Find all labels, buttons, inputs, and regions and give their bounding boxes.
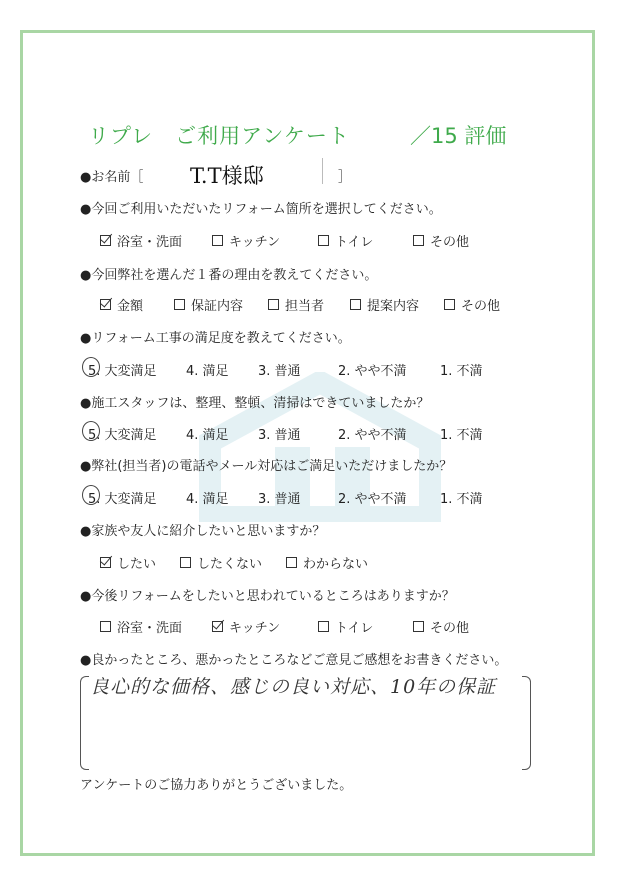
comment-answer[interactable]: 良心的な価格、感じの良い対応、10年の保証	[90, 676, 497, 698]
selected-circle	[82, 357, 100, 377]
question-8: ●良かったところ、悪かったところなどご意見ご感想をお書きください。	[80, 653, 508, 668]
checkbox[interactable]	[350, 299, 361, 310]
question-6: ●家族や友人に紹介したいと思いますか？	[80, 524, 326, 539]
thanks-message: アンケートのご協力ありがとうございました。	[80, 778, 353, 793]
checkbox[interactable]	[180, 557, 191, 568]
q4-option-5[interactable]: 5. 大変満足	[88, 424, 157, 443]
question-3: ●リフォーム工事の満足度を教えてください。	[80, 331, 351, 346]
checkbox[interactable]	[174, 299, 185, 310]
q3-option-5[interactable]: 5. 大変満足	[88, 360, 157, 379]
checkbox[interactable]	[318, 235, 329, 246]
checkbox[interactable]	[444, 299, 455, 310]
checkbox[interactable]	[268, 299, 279, 310]
comment-bracket-left	[80, 676, 89, 770]
q7-option-other[interactable]: その他	[413, 617, 469, 636]
q5-option-1[interactable]: 1. 不満	[440, 492, 483, 507]
score-label: ／15 評価	[410, 124, 507, 148]
q1-option-toilet[interactable]: トイレ	[318, 231, 373, 250]
q5-option-2[interactable]: 2. やや不満	[338, 492, 407, 507]
checkbox-checked[interactable]	[212, 621, 223, 632]
name-divider	[322, 158, 323, 184]
checkbox[interactable]	[100, 621, 111, 632]
q1-option-bath[interactable]: 浴室・洗面	[100, 231, 182, 250]
question-5: ●弊社(担当者)の電話やメール対応はご満足いただけましたか？	[80, 459, 453, 474]
checkbox-checked[interactable]	[100, 557, 111, 568]
question-7: ●今後リフォームをしたいと思われているところはありますか？	[80, 589, 455, 604]
selected-circle	[82, 421, 100, 441]
q7-option-kitchen[interactable]: キッチン	[212, 617, 280, 636]
question-4: ●施工スタッフは、整理、整頓、清掃はできていましたか？	[80, 396, 430, 411]
q5-option-3[interactable]: 3. 普通	[258, 492, 301, 507]
q5-option-4[interactable]: 4. 満足	[186, 492, 229, 507]
q4-option-3[interactable]: 3. 普通	[258, 428, 301, 443]
q7-option-bath[interactable]: 浴室・洗面	[100, 617, 182, 636]
q6-option-yes[interactable]: したい	[100, 553, 156, 572]
q6-option-unsure[interactable]: わからない	[286, 553, 368, 572]
checkbox-checked[interactable]	[100, 235, 111, 246]
q3-option-2[interactable]: 2. やや不満	[338, 364, 407, 379]
q2-option-staff[interactable]: 担当者	[268, 295, 324, 314]
q2-option-warranty[interactable]: 保証内容	[174, 295, 243, 314]
q4-option-1[interactable]: 1. 不満	[440, 428, 483, 443]
q4-option-4[interactable]: 4. 満足	[186, 428, 229, 443]
q1-option-kitchen[interactable]: キッチン	[212, 231, 280, 250]
q5-option-5[interactable]: 5. 大変満足	[88, 488, 157, 507]
q3-option-4[interactable]: 4. 満足	[186, 364, 229, 379]
q7-option-toilet[interactable]: トイレ	[318, 617, 373, 636]
comment-bracket-right	[522, 676, 531, 770]
q3-option-1[interactable]: 1. 不満	[440, 364, 483, 379]
checkbox[interactable]	[413, 621, 424, 632]
q2-option-price[interactable]: 金額	[100, 295, 143, 314]
survey-title: リプレ ご利用アンケート	[88, 124, 350, 148]
checkbox[interactable]	[212, 235, 223, 246]
question-1: ●今回ご利用いただいたリフォーム箇所を選択してください。	[80, 202, 442, 217]
checkbox[interactable]	[318, 621, 329, 632]
q6-option-no[interactable]: したくない	[180, 553, 262, 572]
checkbox[interactable]	[413, 235, 424, 246]
question-2: ●今回弊社を選んだ１番の理由を教えてください。	[80, 268, 378, 283]
checkbox[interactable]	[286, 557, 297, 568]
name-label: ●お名前［	[80, 170, 144, 185]
q3-option-3[interactable]: 3. 普通	[258, 364, 301, 379]
selected-circle	[82, 485, 100, 505]
q1-option-other[interactable]: その他	[413, 231, 469, 250]
customer-name: T.T様邸	[190, 164, 264, 188]
q2-option-other[interactable]: その他	[444, 295, 500, 314]
checkbox-checked[interactable]	[100, 299, 111, 310]
name-close-bracket: ］	[338, 170, 352, 185]
q4-option-2[interactable]: 2. やや不満	[338, 428, 407, 443]
q2-option-proposal[interactable]: 提案内容	[350, 295, 419, 314]
